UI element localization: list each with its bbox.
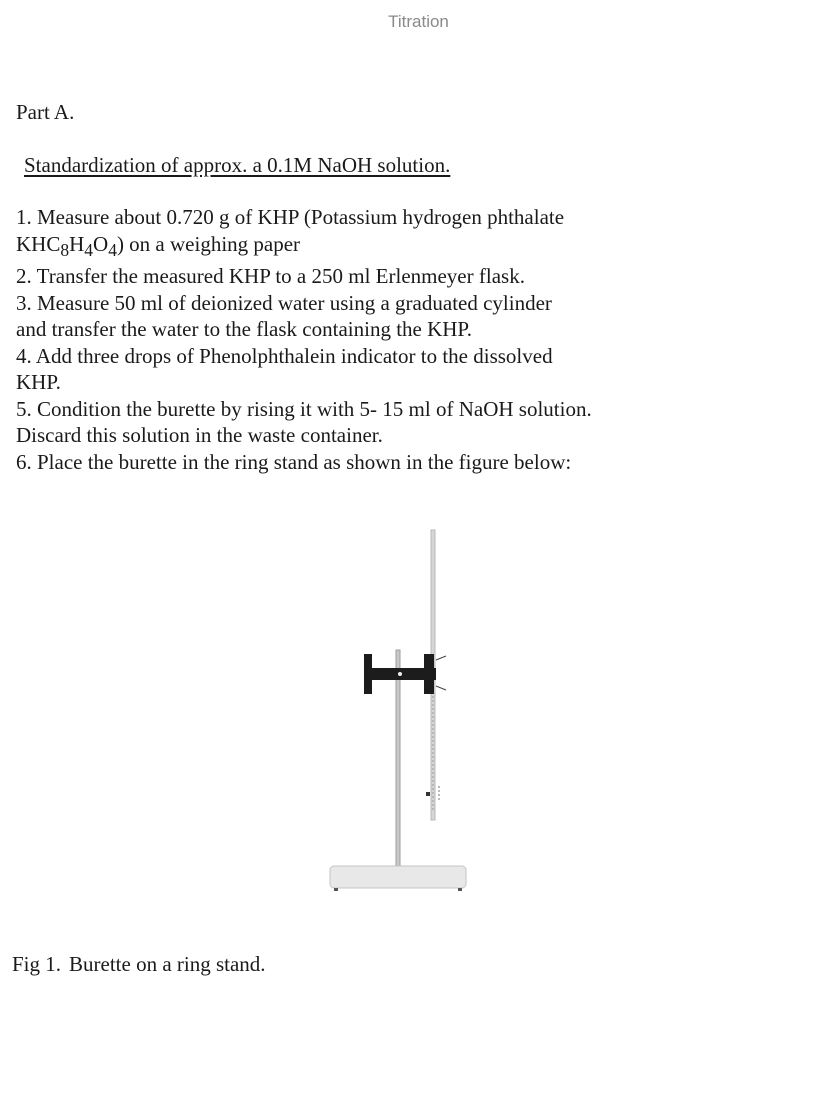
- step-4: 4. Add three drops of Phenolphthalein indicator to the dissolved: [16, 343, 553, 368]
- burette-stopcock: [426, 792, 430, 796]
- base-foot-right: [458, 888, 462, 891]
- document-body: [16, 100, 816, 475]
- clamp-wing-bottom: [436, 686, 446, 690]
- step-1: 1. Measure about 0.720 g of KHP (Potassium hydrogen phthalate: [16, 205, 565, 229]
- formula-suffix: ) on a weighing paper: [116, 231, 301, 256]
- step-2: 2. Transfer the measured KHP to a 250 ml Erlenmeyer flask.: [16, 264, 525, 289]
- formula-sub-h: 4: [84, 239, 94, 260]
- step-4-cont: KHP.: [16, 370, 61, 395]
- step-3-cont: and transfer the water to the flask containing the KHP.: [16, 317, 473, 342]
- figure-number: Fig 1.: [12, 952, 62, 976]
- clamp-left-jaw: [364, 654, 372, 694]
- step-5: 5. Condition the burette by rising it with 5- 15 ml of NaOH solution.: [16, 396, 592, 421]
- formula-o: O: [93, 231, 109, 256]
- stand-rod: [396, 650, 400, 870]
- step-6: 6. Place the burette in the ring stand as shown in the figure below:: [16, 449, 572, 474]
- clamp-wing-top: [436, 656, 446, 660]
- ring-stand-illustration: [320, 520, 480, 900]
- formula-h: H: [69, 231, 85, 256]
- page-header-title: Titration: [388, 12, 449, 31]
- formula-sub-o: 4: [108, 239, 117, 260]
- procedure-steps: [16, 204, 816, 475]
- step-1-formula-line: [16, 231, 816, 264]
- part-heading: Part A.: [16, 100, 75, 124]
- clamp-screw: [398, 672, 402, 676]
- figure-caption: [12, 952, 266, 977]
- step-3: 3. Measure 50 ml of deionized water using a graduated cylinder: [16, 290, 552, 315]
- figure-caption-text: Burette on a ring stand.: [69, 952, 266, 976]
- formula-prefix: KHC: [16, 231, 61, 256]
- base-foot-left: [334, 888, 338, 891]
- formula-sub-c: 8: [60, 239, 70, 260]
- clamp-right-jaw: [424, 654, 434, 694]
- stand-base: [330, 866, 466, 888]
- section-subtitle: Standardization of approx. a 0.1M NaOH solution.: [24, 153, 451, 177]
- burette-figure: [320, 520, 480, 900]
- step-5-cont: Discard this solution in the waste container.: [16, 423, 383, 448]
